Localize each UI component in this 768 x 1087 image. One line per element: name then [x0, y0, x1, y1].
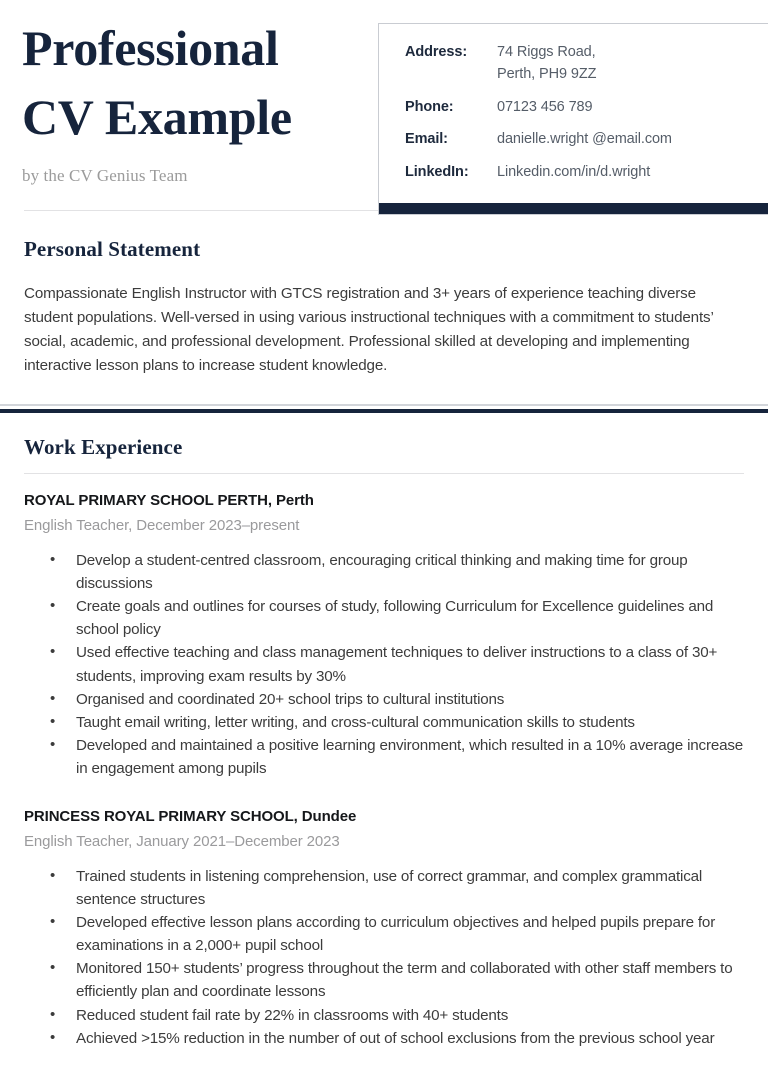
contact-label-phone: Phone:	[405, 98, 454, 115]
personal-statement-section	[0, 211, 768, 378]
title-block	[22, 14, 372, 186]
list-item-text: Developed effective lesson plans according to curriculum objectives and helped pupils prepare for examinations in a 2,000+ pupil school	[76, 914, 716, 955]
job-bullet-list	[24, 865, 744, 1050]
contact-label-linkedin: LinkedIn:	[405, 164, 469, 180]
list-item-text: Monitored 150+ students’ progress throughout the term and collaborated with other staff members to efficiently plan and coordinate lessons	[76, 960, 733, 1001]
bullet-dot-icon: •	[50, 959, 56, 977]
list-item	[24, 734, 744, 780]
contact-label-address: Address:	[405, 44, 468, 60]
list-item-text: Developed and maintained a positive learning environment, which resulted in a 10% average increase in engagement among pupils	[76, 736, 744, 777]
byline: by the CV Genius Team	[22, 166, 188, 185]
list-item-text: Develop a student-centred classroom, encouraging critical thinking and making time for group discussions	[76, 552, 688, 593]
bullet-dot-icon: •	[50, 735, 56, 753]
list-item	[24, 957, 744, 1003]
work-experience-heading: Work Experience	[24, 435, 183, 460]
job-title: ROYAL PRIMARY SCHOOL PERTH, Perth	[24, 492, 314, 510]
job-title: PRINCESS ROYAL PRIMARY SCHOOL, Dundee	[24, 808, 357, 825]
work-experience-jobs	[0, 474, 768, 1050]
list-item	[24, 865, 744, 911]
bullet-dot-icon: •	[50, 597, 56, 615]
job-bullet-list	[24, 549, 744, 780]
bullet-dot-icon: •	[50, 913, 56, 931]
list-item-text: Reduced student fail rate by 22% in classrooms with 40+ students	[76, 1006, 509, 1024]
bullet-dot-icon: •	[50, 551, 56, 569]
contact-info-list	[379, 24, 768, 200]
list-item-text: Organised and coordinated 20+ school trips to cultural institutions	[76, 690, 505, 708]
list-item-text: Taught email writing, letter writing, and cross-cultural communication skills to students	[76, 713, 635, 731]
personal-statement-text: Compassionate English Instructor with GTCS registration and 3+ years of experience teaching diverse student populations. Well-versed in using various instructional techniques with a commitment to students’ social, academic, and professional development. Professional skilled at developing and implementing interactive lesson plans to increase student knowledge.	[24, 285, 714, 375]
list-item	[24, 911, 744, 957]
list-item	[24, 1027, 744, 1050]
list-item	[24, 1004, 744, 1027]
contact-info-box	[378, 23, 768, 215]
work-experience-section	[0, 413, 768, 460]
job-subtitle: English Teacher, January 2021–December 2023	[24, 832, 340, 850]
list-item-text: Create goals and outlines for courses of study, following Curriculum for Excellence guidelines and school policy	[76, 598, 714, 639]
contact-row-email	[405, 129, 748, 151]
bullet-dot-icon: •	[50, 1028, 56, 1046]
job-entry	[24, 474, 744, 780]
list-item	[24, 641, 744, 687]
job-subtitle: English Teacher, December 2023–present	[24, 516, 300, 534]
contact-value-phone: 07123 456 789	[497, 98, 593, 115]
list-item	[24, 711, 744, 734]
address-line-2: Perth, PH9 9ZZ	[497, 65, 597, 82]
bullet-dot-icon: •	[50, 867, 56, 884]
list-item-text: Used effective teaching and class management techniques to deliver instructions to a class of 30+ students, improving exam results by 30%	[76, 644, 718, 685]
contact-row-phone	[405, 97, 748, 119]
page-title-line-2: CV Example	[22, 89, 292, 145]
address-line-1: 74 Riggs Road,	[497, 44, 596, 60]
list-item	[24, 688, 744, 711]
bullet-dot-icon: •	[50, 689, 56, 707]
section-divider-double	[0, 404, 768, 413]
page-title-line-1: Professional	[22, 20, 279, 76]
list-item-text: Trained students in listening comprehension, use of correct grammar, and complex grammatical sentence structures	[76, 868, 703, 909]
bullet-dot-icon: •	[50, 643, 56, 661]
bullet-dot-icon: •	[50, 712, 56, 730]
contact-box-accent-bar	[379, 203, 768, 214]
contact-value-linkedin[interactable]: Linkedin.com/in/d.wright	[497, 164, 651, 180]
page-title	[22, 14, 372, 152]
list-item	[24, 549, 744, 595]
contact-row-linkedin	[405, 162, 748, 184]
contact-value-email[interactable]: danielle.wright @email.com	[497, 131, 672, 148]
list-item-text: Achieved >15% reduction in the number of out of school exclusions from the previous school year	[76, 1029, 715, 1047]
cv-header	[0, 0, 768, 210]
contact-label-email: Email:	[405, 131, 448, 148]
contact-value-address	[497, 42, 748, 86]
list-item	[24, 595, 744, 641]
bullet-dot-icon: •	[50, 1005, 56, 1023]
contact-row-address	[405, 42, 748, 86]
job-entry	[24, 780, 744, 1050]
personal-statement-heading: Personal Statement	[24, 237, 201, 261]
